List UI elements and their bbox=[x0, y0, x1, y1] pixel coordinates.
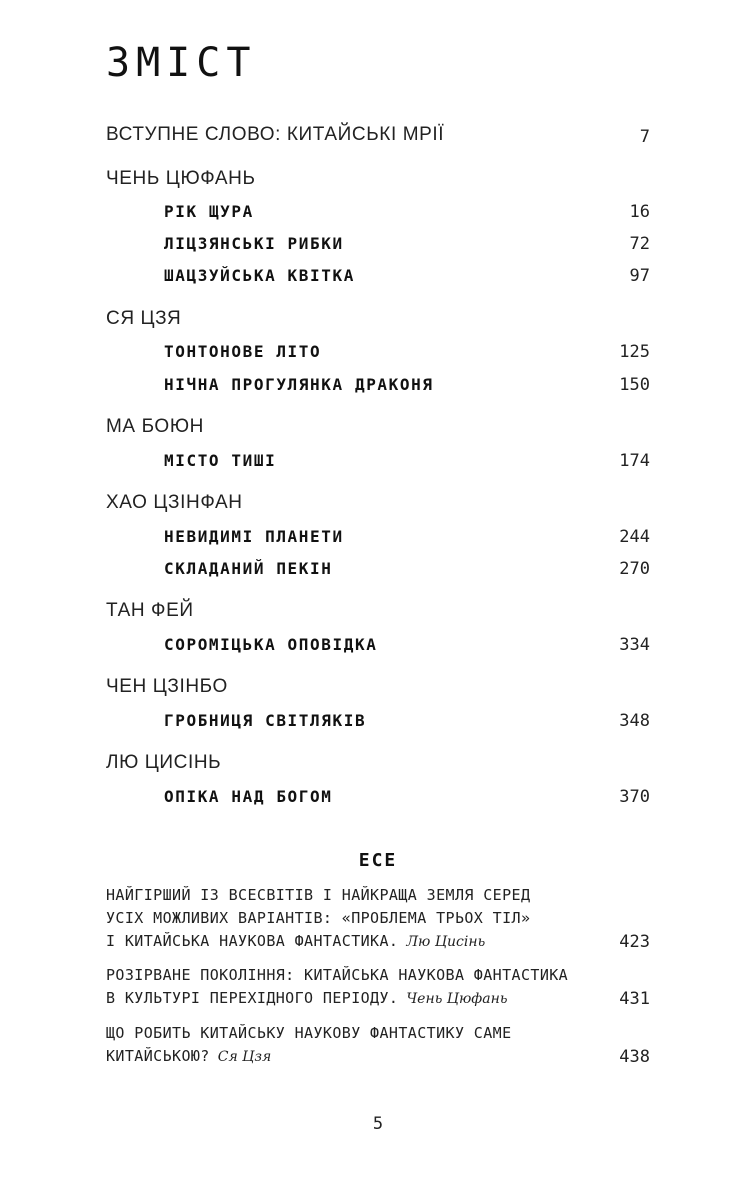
story-row bbox=[0, 710, 756, 734]
essay-title-line-last bbox=[106, 989, 507, 1011]
essay-page-number: 431 bbox=[619, 989, 650, 1009]
page-title: ЗМІСТ bbox=[106, 40, 257, 86]
author-row bbox=[0, 676, 756, 700]
story-title: НІЧНА ПРОГУЛЯНКА ДРАКОНЯ bbox=[164, 375, 434, 394]
essay-title-line: НАЙГІРШИЙ ІЗ ВСЕСВІТІВ І НАЙКРАЩА ЗЕМЛЯ СЕРЕД bbox=[106, 886, 531, 904]
essay-title-line: УСІХ МОЖЛИВИХ ВАРІАНТІВ: «ПРОБЛЕМА ТРЬОХ ТІЛ» bbox=[106, 909, 531, 927]
story-page-number: 334 bbox=[619, 635, 650, 655]
story-page-number: 270 bbox=[619, 559, 650, 579]
toc-intro-row bbox=[0, 124, 756, 148]
story-row bbox=[0, 450, 756, 474]
author-name: ХАО ЦЗІНФАН bbox=[106, 492, 243, 513]
author-row bbox=[0, 416, 756, 440]
story-row bbox=[0, 558, 756, 582]
essay-author: Ся Цзя bbox=[217, 1049, 272, 1065]
story-page-number: 370 bbox=[619, 787, 650, 807]
story-row bbox=[0, 341, 756, 365]
story-page-number: 72 bbox=[629, 234, 650, 254]
author-name: СЯ ЦЗЯ bbox=[106, 308, 182, 329]
author-row bbox=[0, 168, 756, 192]
page-number: 5 bbox=[372, 1114, 384, 1134]
story-page-number: 150 bbox=[619, 375, 650, 395]
essays-heading: ЕСЕ bbox=[358, 850, 398, 871]
story-row bbox=[0, 233, 756, 257]
story-title: РІК ЩУРА bbox=[164, 202, 254, 221]
story-page-number: 174 bbox=[619, 451, 650, 471]
essay-page-number: 438 bbox=[619, 1047, 650, 1067]
intro-page-number: 7 bbox=[639, 127, 650, 147]
essay-author: Чень Цюфань bbox=[406, 991, 508, 1007]
story-title: ЛІЦЗЯНСЬКІ РИБКИ bbox=[164, 234, 344, 253]
author-row bbox=[0, 308, 756, 332]
story-title: СОРОМІЦЬКА ОПОВІДКА bbox=[164, 635, 378, 654]
essay-title-text: В КУЛЬТУРІ ПЕРЕХІДНОГО ПЕРІОДУ. bbox=[106, 989, 399, 1007]
story-title: НЕВИДИМІ ПЛАНЕТИ bbox=[164, 527, 344, 546]
story-page-number: 125 bbox=[619, 342, 650, 362]
story-title: СКЛАДАНИЙ ПЕКІН bbox=[164, 559, 333, 578]
essay-title-text: І КИТАЙСЬКА НАУКОВА ФАНТАСТИКА. bbox=[106, 932, 399, 950]
essay-title-line-last bbox=[106, 1047, 271, 1069]
story-row bbox=[0, 634, 756, 658]
story-page-number: 97 bbox=[629, 266, 650, 286]
author-name: МА БОЮН bbox=[106, 416, 204, 437]
story-row bbox=[0, 526, 756, 550]
author-row bbox=[0, 752, 756, 776]
essay-title-line-last bbox=[106, 932, 485, 954]
author-name: ЧЕН ЦЗІНБО bbox=[106, 676, 228, 697]
author-name: ТАН ФЕЙ bbox=[106, 600, 194, 621]
story-row bbox=[0, 786, 756, 810]
story-page-number: 348 bbox=[619, 711, 650, 731]
intro-label: ВСТУПНЕ СЛОВО: КИТАЙСЬКІ МРІЇ bbox=[106, 124, 445, 145]
story-title: ГРОБНИЦЯ СВІТЛЯКІВ bbox=[164, 711, 367, 730]
essay-title-line: РОЗІРВАНЕ ПОКОЛІННЯ: КИТАЙСЬКА НАУКОВА ФАНТАСТИКА bbox=[106, 966, 569, 984]
story-page-number: 244 bbox=[619, 527, 650, 547]
story-row bbox=[0, 265, 756, 289]
story-page-number: 16 bbox=[629, 202, 650, 222]
author-name: ЧЕНЬ ЦЮФАНЬ bbox=[106, 168, 256, 189]
essay-title-text: КИТАЙСЬКОЮ? bbox=[106, 1047, 210, 1065]
author-row bbox=[0, 492, 756, 516]
story-row bbox=[0, 201, 756, 225]
author-name: ЛЮ ЦИСІНЬ bbox=[106, 752, 222, 773]
author-row bbox=[0, 600, 756, 624]
story-title: ТОНТОНОВЕ ЛІТО bbox=[164, 342, 322, 361]
essay-author: Лю Цисінь bbox=[406, 934, 486, 950]
story-title: МІСТО ТИШІ bbox=[164, 451, 277, 470]
essay-title-line: ЩО РОБИТЬ КИТАЙСЬКУ НАУКОВУ ФАНТАСТИКУ САМЕ bbox=[106, 1024, 512, 1042]
essay-page-number: 423 bbox=[619, 932, 650, 952]
story-title: ОПІКА НАД БОГОМ bbox=[164, 787, 333, 806]
story-row bbox=[0, 374, 756, 398]
story-title: ШАЦЗУЙСЬКА КВІТКА bbox=[164, 266, 355, 285]
